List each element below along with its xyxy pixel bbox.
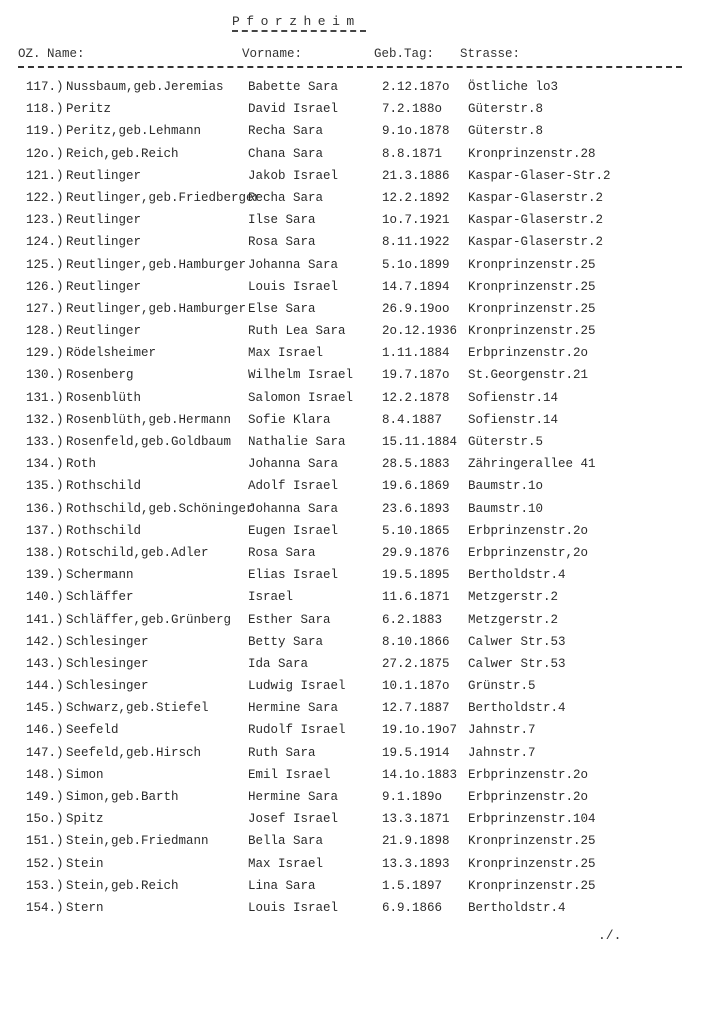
row-street: Sofienstr.14 — [468, 390, 559, 405]
row-number: 151.) — [26, 834, 64, 849]
row-birth-date: 12.7.1887 — [382, 701, 450, 716]
row-street: Metzgerstr.2 — [468, 612, 559, 627]
row-given-names: Betty Sara — [248, 634, 324, 649]
table-row — [0, 80, 714, 102]
row-number: 153.) — [26, 878, 64, 893]
row-number: 134.) — [26, 457, 64, 472]
row-surname: Rosenfeld,geb.Goldbaum — [66, 435, 232, 449]
row-surname: Reutlinger,geb.Friedberger — [66, 190, 262, 205]
row-number: 128.) — [26, 324, 64, 339]
row-surname: Rosenblüth,geb.Hermann — [66, 412, 232, 427]
table-row — [0, 524, 714, 546]
row-birth-date: 6.2.1883 — [382, 612, 443, 627]
table-row — [0, 701, 714, 723]
row-street: Bertholdstr.4 — [468, 701, 566, 716]
row-surname: Reutlinger — [66, 213, 142, 228]
row-number: 133.) — [26, 435, 64, 449]
row-birth-date: 14.1o.1883 — [382, 767, 458, 782]
row-birth-date: 28.5.1883 — [382, 457, 450, 472]
row-street: Kronprinzenstr.25 — [468, 878, 596, 893]
row-given-names: Lina Sara — [248, 878, 316, 893]
row-birth-date: 29.9.1876 — [382, 545, 450, 560]
row-given-names: Johanna Sara — [248, 501, 339, 516]
row-surname: Reutlinger — [66, 279, 142, 294]
row-birth-date: 9.1o.1878 — [382, 124, 450, 139]
row-surname: Rödelsheimer — [66, 346, 157, 361]
row-birth-date: 15.11.1884 — [382, 435, 458, 449]
row-given-names: Ida Sara — [248, 656, 309, 671]
row-number: 135.) — [26, 479, 64, 494]
header-geb-tag: Geb.Tag: — [374, 47, 435, 61]
row-street: Kaspar-Glaserstr.2 — [468, 213, 604, 228]
row-street: Erbprinzenstr,2o — [468, 545, 589, 560]
header-vorname: Vorname: — [242, 47, 303, 61]
table-row — [0, 723, 714, 745]
row-number: 148.) — [26, 767, 64, 782]
row-street: Baumstr.1o — [468, 479, 544, 494]
row-surname: Peritz,geb.Lehmann — [66, 124, 202, 139]
row-street: Kronprinzenstr.25 — [468, 301, 596, 316]
row-surname: Rosenberg — [66, 368, 134, 383]
row-surname: Schlesinger — [66, 679, 149, 694]
table-row — [0, 435, 714, 457]
row-given-names: Chana Sara — [248, 146, 324, 161]
table-row — [0, 657, 714, 679]
row-given-names: Nathalie Sara — [248, 435, 346, 449]
row-surname: Rothschild,geb.Schöninger — [66, 501, 254, 516]
row-surname: Reutlinger — [66, 168, 142, 183]
row-given-names: Max Israel — [248, 856, 324, 871]
row-given-names: Rudolf Israel — [248, 723, 346, 738]
row-street: Kronprinzenstr.25 — [468, 279, 596, 294]
row-number: 139.) — [26, 568, 64, 583]
row-given-names: David Israel — [248, 102, 339, 117]
title-underline — [232, 30, 366, 32]
row-number: 118.) — [26, 102, 64, 117]
table-row — [0, 102, 714, 124]
row-street: Güterstr.8 — [468, 124, 544, 139]
row-given-names: Recha Sara — [248, 190, 324, 205]
row-number: 154.) — [26, 900, 64, 915]
row-birth-date: 9.1.189o — [382, 790, 443, 804]
row-birth-date: 8.8.1871 — [382, 146, 443, 161]
row-street: Jahnstr.7 — [468, 745, 536, 760]
row-birth-date: 19.6.1869 — [382, 479, 450, 494]
row-surname: Reich,geb.Reich — [66, 146, 179, 161]
row-street: Grünstr.5 — [468, 679, 536, 694]
row-birth-date: 19.1o.19o7 — [382, 723, 458, 738]
row-street: Kaspar-Glaserstr.2 — [468, 190, 604, 205]
table-row — [0, 147, 714, 169]
row-birth-date: 2.12.187o — [382, 80, 450, 94]
row-birth-date: 26.9.19oo — [382, 301, 450, 316]
row-street: Zähringerallee 41 — [468, 457, 596, 472]
table-row — [0, 590, 714, 612]
row-birth-date: 5.10.1865 — [382, 523, 450, 538]
row-birth-date: 14.7.1894 — [382, 279, 450, 294]
row-number: 138.) — [26, 545, 64, 560]
row-given-names: Wilhelm Israel — [248, 368, 354, 383]
row-given-names: Rosa Sara — [248, 235, 316, 250]
row-given-names: Louis Israel — [248, 900, 339, 915]
row-given-names: Josef Israel — [248, 812, 339, 827]
row-number: 119.) — [26, 124, 64, 139]
row-number: 117.) — [26, 80, 64, 94]
table-row — [0, 391, 714, 413]
row-surname: Reutlinger — [66, 235, 142, 250]
row-birth-date: 27.2.1875 — [382, 656, 450, 671]
row-birth-date: 8.11.1922 — [382, 235, 450, 250]
row-surname: Seefeld — [66, 723, 119, 738]
row-surname: Simon — [66, 767, 104, 782]
header-name: Name: — [47, 47, 85, 61]
row-street: Calwer Str.53 — [468, 656, 566, 671]
row-given-names: Sofie Klara — [248, 412, 331, 427]
row-number: 130.) — [26, 368, 64, 383]
row-street: Jahnstr.7 — [468, 723, 536, 738]
table-row — [0, 457, 714, 479]
row-number: 143.) — [26, 656, 64, 671]
row-given-names: Ilse Sara — [248, 213, 316, 228]
row-given-names: Recha Sara — [248, 124, 324, 139]
table-row — [0, 346, 714, 368]
row-number: 132.) — [26, 412, 64, 427]
row-birth-date: 5.1o.1899 — [382, 257, 450, 272]
row-birth-date: 1.5.1897 — [382, 878, 443, 893]
table-row — [0, 280, 714, 302]
row-given-names: Jakob Israel — [248, 168, 339, 183]
table-row — [0, 479, 714, 501]
row-given-names: Louis Israel — [248, 279, 339, 294]
table-row — [0, 568, 714, 590]
table-row — [0, 790, 714, 812]
row-street: Calwer Str.53 — [468, 634, 566, 649]
header-nr: OZ. — [18, 47, 41, 61]
header-strasse: Strasse: — [460, 47, 521, 61]
row-street: Kronprinzenstr.25 — [468, 324, 596, 339]
row-street: Güterstr.5 — [468, 435, 544, 449]
row-surname: Simon,geb.Barth — [66, 790, 179, 804]
row-given-names: Babette Sara — [248, 80, 339, 94]
row-number: 142.) — [26, 634, 64, 649]
row-surname: Rotschild,geb.Adler — [66, 545, 209, 560]
table-row — [0, 169, 714, 191]
table-row — [0, 235, 714, 257]
row-given-names: Bella Sara — [248, 834, 324, 849]
row-street: Kronprinzenstr.28 — [468, 146, 596, 161]
row-number: 126.) — [26, 279, 64, 294]
row-surname: Peritz — [66, 102, 112, 117]
row-number: 140.) — [26, 590, 64, 605]
row-street: Erbprinzenstr.104 — [468, 812, 596, 827]
row-birth-date: 12.2.1878 — [382, 390, 450, 405]
row-given-names: Hermine Sara — [248, 790, 339, 804]
row-birth-date: 8.10.1866 — [382, 634, 450, 649]
row-given-names: Else Sara — [248, 301, 316, 316]
row-street: Sofienstr.14 — [468, 412, 559, 427]
table-row — [0, 124, 714, 146]
row-birth-date: 6.9.1866 — [382, 900, 443, 915]
row-number: 15o.) — [26, 812, 64, 827]
row-street: Erbprinzenstr.2o — [468, 523, 589, 538]
table-row — [0, 191, 714, 213]
row-street: Erbprinzenstr.2o — [468, 790, 589, 804]
row-number: 149.) — [26, 790, 64, 804]
table-row — [0, 746, 714, 768]
row-surname: Rothschild — [66, 479, 142, 494]
row-birth-date: 7.2.188o — [382, 102, 443, 117]
row-surname: Stein,geb.Reich — [66, 878, 179, 893]
row-surname: Nussbaum,geb.Jeremias — [66, 80, 224, 94]
row-birth-date: 13.3.1893 — [382, 856, 450, 871]
row-surname: Reutlinger,geb.Hamburger — [66, 301, 247, 316]
row-surname: Reutlinger,geb.Hamburger — [66, 257, 247, 272]
table-row — [0, 901, 714, 923]
row-birth-date: 10.1.187o — [382, 679, 450, 694]
row-given-names: Adolf Israel — [248, 479, 339, 494]
row-number: 152.) — [26, 856, 64, 871]
row-street: Kronprinzenstr.25 — [468, 257, 596, 272]
row-given-names: Esther Sara — [248, 612, 331, 627]
table-row — [0, 502, 714, 524]
row-given-names: Emil Israel — [248, 767, 331, 782]
row-birth-date: 11.6.1871 — [382, 590, 450, 605]
row-street: Baumstr.10 — [468, 501, 544, 516]
row-number: 122.) — [26, 190, 64, 205]
row-given-names: Elias Israel — [248, 568, 339, 583]
row-number: 147.) — [26, 745, 64, 760]
row-street: Erbprinzenstr.2o — [468, 767, 589, 782]
row-given-names: Ludwig Israel — [248, 679, 346, 694]
row-surname: Spitz — [66, 812, 104, 827]
row-birth-date: 21.3.1886 — [382, 168, 450, 183]
row-street: Kronprinzenstr.25 — [468, 856, 596, 871]
row-surname: Schläffer — [66, 590, 134, 605]
row-number: 123.) — [26, 213, 64, 228]
row-number: 127.) — [26, 301, 64, 316]
row-surname: Schwarz,geb.Stiefel — [66, 701, 209, 716]
row-street: Metzgerstr.2 — [468, 590, 559, 605]
row-given-names: Eugen Israel — [248, 523, 339, 538]
row-street: Kaspar-Glaser-Str.2 — [468, 168, 611, 183]
row-birth-date: 8.4.1887 — [382, 412, 443, 427]
column-header — [0, 47, 714, 65]
row-surname: Rothschild — [66, 523, 142, 538]
continuation-mark: ./. — [598, 928, 622, 943]
row-birth-date: 19.5.1895 — [382, 568, 450, 583]
row-birth-date: 23.6.1893 — [382, 501, 450, 516]
register-rows — [0, 80, 714, 923]
table-row — [0, 413, 714, 435]
row-surname: Rosenblüth — [66, 390, 142, 405]
table-row — [0, 812, 714, 834]
row-number: 124.) — [26, 235, 64, 250]
row-birth-date: 2o.12.1936 — [382, 324, 458, 339]
row-number: 12o.) — [26, 146, 64, 161]
table-row — [0, 834, 714, 856]
row-birth-date: 13.3.1871 — [382, 812, 450, 827]
row-number: 136.) — [26, 501, 64, 516]
row-street: Bertholdstr.4 — [468, 900, 566, 915]
row-birth-date: 21.9.1898 — [382, 834, 450, 849]
row-street: Bertholdstr.4 — [468, 568, 566, 583]
row-surname: Roth — [66, 457, 97, 472]
table-row — [0, 324, 714, 346]
row-given-names: Salomon Israel — [248, 390, 354, 405]
row-street: Erbprinzenstr.2o — [468, 346, 589, 361]
row-number: 121.) — [26, 168, 64, 183]
table-row — [0, 546, 714, 568]
table-row — [0, 635, 714, 657]
row-surname: Stern — [66, 900, 104, 915]
row-given-names: Israel — [248, 590, 294, 605]
row-given-names: Hermine Sara — [248, 701, 339, 716]
header-rule — [18, 66, 682, 68]
row-surname: Stein — [66, 856, 104, 871]
row-surname: Schermann — [66, 568, 134, 583]
row-given-names: Rosa Sara — [248, 545, 316, 560]
row-number: 144.) — [26, 679, 64, 694]
row-surname: Schlesinger — [66, 656, 149, 671]
table-row — [0, 679, 714, 701]
row-street: St.Georgenstr.21 — [468, 368, 589, 383]
row-number: 146.) — [26, 723, 64, 738]
row-surname: Seefeld,geb.Hirsch — [66, 745, 202, 760]
table-row — [0, 879, 714, 901]
table-row — [0, 258, 714, 280]
row-birth-date: 12.2.1892 — [382, 190, 450, 205]
table-row — [0, 302, 714, 324]
table-row — [0, 613, 714, 635]
row-surname: Schlesinger — [66, 634, 149, 649]
row-number: 141.) — [26, 612, 64, 627]
document-title: Pforzheim — [232, 14, 361, 29]
row-number: 125.) — [26, 257, 64, 272]
row-birth-date: 19.5.1914 — [382, 745, 450, 760]
row-birth-date: 1.11.1884 — [382, 346, 450, 361]
table-row — [0, 857, 714, 879]
row-number: 129.) — [26, 346, 64, 361]
row-street: Kaspar-Glaserstr.2 — [468, 235, 604, 250]
row-given-names: Max Israel — [248, 346, 324, 361]
row-surname: Stein,geb.Friedmann — [66, 834, 209, 849]
row-surname: Schläffer,geb.Grünberg — [66, 612, 232, 627]
row-street: Östliche lo3 — [468, 80, 559, 94]
row-birth-date: 1o.7.1921 — [382, 213, 450, 228]
table-row — [0, 213, 714, 235]
row-surname: Reutlinger — [66, 324, 142, 339]
row-given-names: Ruth Lea Sara — [248, 324, 346, 339]
row-street: Güterstr.8 — [468, 102, 544, 117]
row-number: 145.) — [26, 701, 64, 716]
row-street: Kronprinzenstr.25 — [468, 834, 596, 849]
row-given-names: Johanna Sara — [248, 457, 339, 472]
table-row — [0, 368, 714, 390]
row-given-names: Johanna Sara — [248, 257, 339, 272]
row-number: 131.) — [26, 390, 64, 405]
row-number: 137.) — [26, 523, 64, 538]
table-row — [0, 768, 714, 790]
row-given-names: Ruth Sara — [248, 745, 316, 760]
row-birth-date: 19.7.187o — [382, 368, 450, 383]
